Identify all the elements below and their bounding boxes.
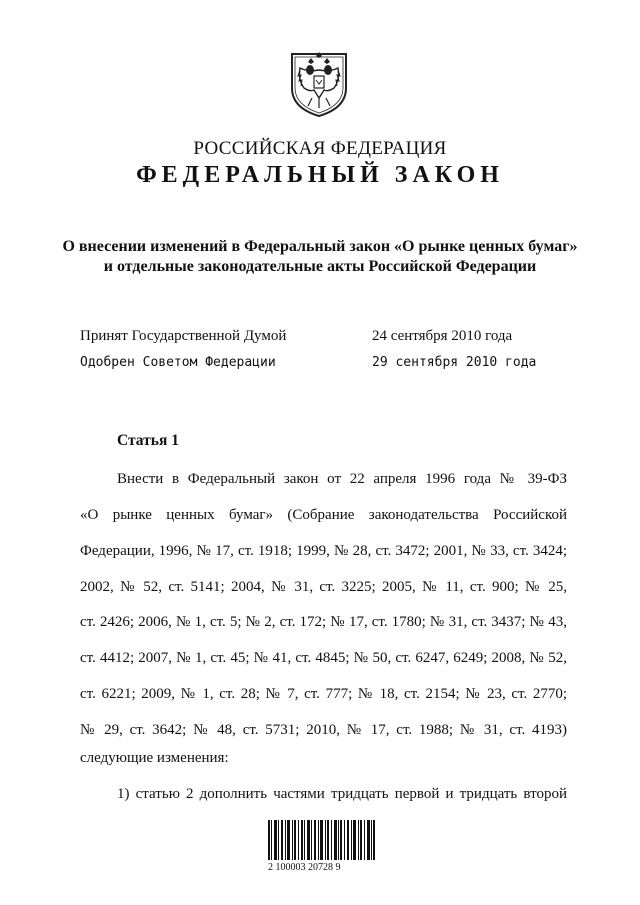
article-line: ст. 2426; 2006, № 1, ст. 5; № 2, ст. 172; № 17, ст. 1780; № 31, ст. 3437; № 43, — [80, 614, 567, 630]
article-heading: Статья 1 — [117, 432, 179, 449]
duma-adoption-date: 24 сентября 2010 года — [372, 328, 513, 344]
russian-coat-of-arms-icon — [286, 48, 352, 120]
country-name: РОССИЙСКАЯ ФЕДЕРАЦИЯ — [193, 138, 447, 159]
barcode-icon — [268, 820, 376, 860]
duma-adoption-label: Принят Государственной Думой — [80, 328, 287, 344]
article-line: Федерации, 1996, № 17, ст. 1918; 1999, № 28, ст. 3472; 2001, № 33, ст. 3424; — [80, 543, 567, 559]
article-line: № 29, ст. 3642; № 48, ст. 5731; 2010, № 17, ст. 1988; № 31, ст. 4193) — [80, 722, 567, 738]
article-line: 2002, № 52, ст. 5141; 2004, № 31, ст. 3225; 2005, № 11, ст. 900; № 25, — [80, 579, 567, 595]
article-line: «О рынке ценных бумаг» (Собрание законодательства Российской — [80, 507, 567, 523]
article-line: ст. 4412; 2007, № 1, ст. 45; № 41, ст. 4845; № 50, ст. 6247, 6249; 2008, № 52, — [80, 650, 567, 666]
council-approval-label: Одобрен Советом Федерации — [80, 355, 276, 370]
law-title-line-1: О внесении изменений в Федеральный закон «О рынке ценных бумаг» — [62, 238, 578, 255]
barcode-number: 2 100003 20728 9 — [268, 862, 341, 873]
article-line: ст. 6221; 2009, № 1, ст. 28; № 7, ст. 777; № 18, ст. 2154; № 23, ст. 2770; — [80, 686, 567, 702]
article-line: Внести в Федеральный закон от 22 апреля 1996 года № 39-ФЗ — [117, 471, 567, 487]
council-approval-date: 29 сентября 2010 года — [372, 355, 537, 370]
law-title — [0, 237, 640, 277]
article-line: 1) статью 2 дополнить частями тридцать первой и тридцать второй — [117, 786, 567, 802]
law-title-line-2: и отдельные законодательные акты Российской Федерации — [103, 258, 537, 275]
document-type: ФЕДЕРАЛЬНЫЙ ЗАКОН — [136, 162, 504, 188]
article-line: следующие изменения: — [80, 750, 229, 766]
